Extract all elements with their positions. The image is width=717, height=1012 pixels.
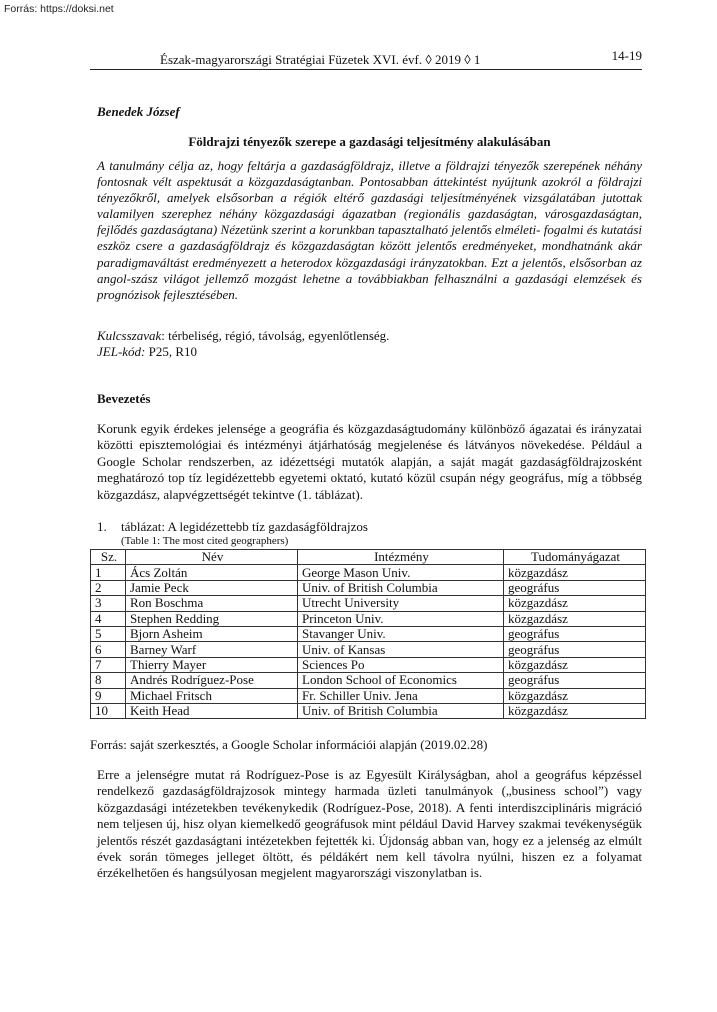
table-cell: Stavanger Univ. (298, 626, 504, 641)
table-row (91, 565, 646, 580)
journal-title: Észak-magyarországi Stratégiai Füzetek XVI. évf. ◊ 2019 ◊ 1 (160, 52, 481, 67)
paragraph-2: Erre a jelenségre mutat rá Rodríguez-Pose is az Egyesült Királyságban, ahol a geográfus képzéssel rendelkező gazdaságföldrajzosok mintegy harmada üzleti tanulmányok („business school”) vagy közgazdasági intézetekben tevékenykedik (Rodríguez-Pose, 2018). A fenti interdiszciplináris migráció nem teljesen új, hisz olyan kiemelkedő geográfusok mint például David Harvey szakmai tevékenységük jelentős részét gazdaságtani intézetekben fejtették ki. Újdonság abban van, hogy ez a jelenség az elmúlt évek során tömeges jelleget öltött, és példákért nem kell távolra nyúlni, hiszen ez a folyamat érzékelhetően és hangsúlyosan megjelent magyarországi viszonylatban is. (97, 767, 642, 881)
table-cell: 7 (91, 657, 126, 672)
table-caption (97, 519, 642, 535)
table-cell: Andrés Rodríguez-Pose (126, 673, 298, 688)
table-cell: George Mason Univ. (298, 565, 504, 580)
table-cell: közgazdász (504, 703, 646, 718)
table-cell: Princeton Univ. (298, 611, 504, 626)
table-cell: Keith Head (126, 703, 298, 718)
section-heading: Bevezetés (97, 391, 151, 406)
table-row (91, 626, 646, 641)
table-cell: Sciences Po (298, 657, 504, 672)
jel-text: P25, R10 (145, 344, 198, 360)
table-cell: Univ. of British Columbia (298, 580, 504, 595)
table-body (91, 565, 646, 719)
abstract: A tanulmány célja az, hogy feltárja a gazdaságföldrajz, illetve a földrajzi tényezők szerepének néhány fontosnak vélt aspektusát a közgazdaságtanban. Pontosabban áttekintést nyújtunk azokról a földrajzi tényezőkről, amelyek elsősorban a régiók eltérő gazdasági teljesítményének vizsgálatában jutottak valamilyen szerephez néhány közgazdasági ágazatban (regionális gazdaságtan, városgazdaságtan, fejlődés gazdaságtana) Nézetünk szerint a korunkban tapasztalható jelentős elméleti- fogalmi és kutatási eszköz csere a gazdaságföldrajz és közgazdaságtan között jelentős eredményeket, mondhatnánk akár paradigmaváltást eredményezett a heterodox közgazdasági irányzatokban. Ezt a jelentős, elsősorban az angol-szász világot jellemző mozgást lehetne a továbbiakban felhasználni a gazdasági elemzések és prognózisok fejlesztésében. (97, 158, 642, 302)
article-title: Földrajzi tényezők szerepe a gazdasági teljesítmény alakulásában (188, 134, 551, 149)
table-cell: Jamie Peck (126, 580, 298, 595)
keywords-block (97, 328, 642, 361)
table-cell: Ács Zoltán (126, 565, 298, 580)
table-cell: közgazdász (504, 611, 646, 626)
geographers-table (90, 549, 646, 719)
table-cell: Michael Fritsch (126, 688, 298, 703)
header-cell: Sz. (91, 550, 126, 565)
jel-line (97, 344, 642, 360)
table-subcaption: (Table 1: The most cited geographers) (121, 535, 289, 547)
table-cell: 2 (91, 580, 126, 595)
table-cell: közgazdász (504, 688, 646, 703)
table-cell: 3 (91, 596, 126, 611)
table-cell: Univ. of Kansas (298, 642, 504, 657)
table-cell: geográfus (504, 673, 646, 688)
table-cell: Barney Warf (126, 642, 298, 657)
table-cell: Thierry Mayer (126, 657, 298, 672)
table-row (91, 642, 646, 657)
table-row (91, 688, 646, 703)
table-cell: Utrecht University (298, 596, 504, 611)
keywords-line (97, 328, 642, 344)
page-range: 14-19 (611, 48, 642, 63)
table-caption-text: táblázat: A legidézettebb tíz gazdaságföldrajzos (121, 519, 368, 534)
table-cell: Ron Boschma (126, 596, 298, 611)
table-cell: Univ. of British Columbia (298, 703, 504, 718)
table-cell: geográfus (504, 580, 646, 595)
table-row (91, 580, 646, 595)
table-cell: 9 (91, 688, 126, 703)
header-cell: Név (126, 550, 298, 565)
running-header (90, 48, 642, 70)
author: Benedek József (97, 104, 180, 119)
header-cell: Tudományágazat (504, 550, 646, 565)
table-cell: geográfus (504, 626, 646, 641)
table-row (91, 596, 646, 611)
table-caption-number: 1. (97, 519, 107, 534)
table-header-row (91, 550, 646, 565)
table-cell: közgazdász (504, 596, 646, 611)
table-cell: közgazdász (504, 657, 646, 672)
table-row (91, 703, 646, 718)
table-cell: Bjorn Asheim (126, 626, 298, 641)
table-cell: 8 (91, 673, 126, 688)
header-cell: Intézmény (298, 550, 504, 565)
table-source: Forrás: saját szerkesztés, a Google Scholar információi alapján (2019.02.28) (90, 737, 488, 752)
table-cell: London School of Economics (298, 673, 504, 688)
keywords-text: : térbeliség, régió, távolság, egyenlőtlenség. (161, 328, 390, 343)
table-cell: 10 (91, 703, 126, 718)
intro-paragraph: Korunk egyik érdekes jelensége a geográfia és közgazdaságtudomány különböző ágazatai és irányzatai közötti episztemológiai és intézményi átjárhatóság megjelenése és látványos növekedése. Például a Google Scholar rendszerben, az idézettségi mutatók alapján, a saját magát gazdaságföldrajzosként meghatározó top tíz legidézettebb egyetemi oktató, kutató közül csupán négy geográfus, míg a többség közgazdász, alapvégzettségét tekintve (1. táblázat). (97, 421, 642, 502)
table-cell: 4 (91, 611, 126, 626)
table-row (91, 657, 646, 672)
table-cell: 6 (91, 642, 126, 657)
source-label: Forrás: https://doksi.net (4, 3, 114, 15)
table-cell: 1 (91, 565, 126, 580)
table-cell: Fr. Schiller Univ. Jena (298, 688, 504, 703)
table-cell: 5 (91, 626, 126, 641)
keywords-label: Kulcsszavak (97, 328, 162, 343)
table-cell: geográfus (504, 642, 646, 657)
table-cell: közgazdász (504, 565, 646, 580)
table-row (91, 611, 646, 626)
table-row (91, 673, 646, 688)
jel-label: JEL-kód: (97, 344, 146, 360)
table-cell: Stephen Redding (126, 611, 298, 626)
